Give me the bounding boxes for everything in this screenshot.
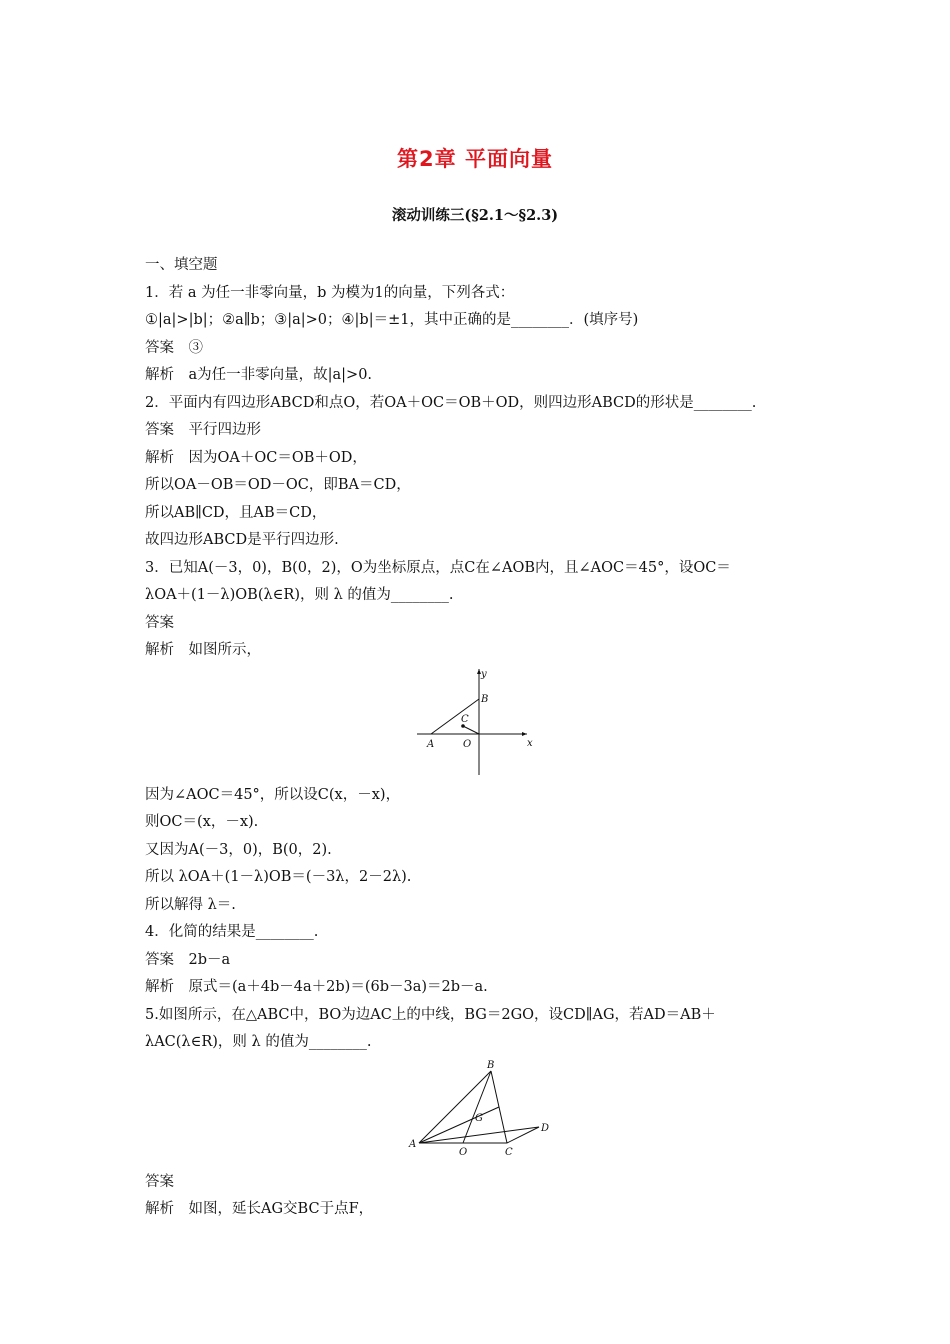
text-line: 则OC＝(x，－x). (145, 814, 259, 830)
text-line: 解析 原式＝(a＋4b－4a＋2b)＝(6b－3a)＝2b－a. (145, 979, 488, 995)
text-line: 5.如图所示，在△ABC中，BO为边AC上的中线，BG＝2GO，设CD∥AG，若AD＝AB＋ (145, 1006, 716, 1023)
text-line: 答案 ③ (145, 339, 203, 356)
text-line: 答案 (145, 1173, 174, 1190)
text-line: 所以解得 λ＝. (145, 896, 236, 913)
text-line: 答案 2b－a (145, 951, 231, 968)
label-b: B (487, 1059, 495, 1071)
chapter-title: 第2章 平面向量 (397, 147, 553, 171)
text-line: 解析 a为任一非零向量，故|a|>0. (145, 367, 373, 383)
label-c: C (505, 1146, 513, 1158)
coordinate-figure (145, 667, 815, 782)
text-line: 又因为A(－3，0)，B(0，2). (145, 841, 332, 858)
x-axis-arrow (522, 732, 527, 736)
text-line: 解析 因为OA＋OC＝OB＋OD， (145, 449, 367, 466)
text-line: 故四边形ABCD是平行四边形. (145, 532, 339, 548)
triangle-figure (145, 1059, 815, 1169)
segment-oc (463, 726, 479, 734)
text-line: λAC(λ∈R)，则 λ 的值为________. (145, 1034, 372, 1050)
median-bo (463, 1071, 491, 1143)
text-line: 因为∠AOC＝45°，所以设C(x，－x)， (145, 786, 401, 803)
text-line: 一、填空题 (145, 257, 218, 273)
label-o: O (459, 1146, 468, 1158)
text-line: 2．平面内有四边形ABCD和点O，若OA＋OC＝OB＋OD，则四边形ABCD的形状是________. (145, 394, 757, 411)
triangle-diagram (407, 1059, 567, 1159)
document-body (145, 252, 815, 1224)
coordinate-diagram (417, 667, 537, 779)
side-ab (419, 1071, 491, 1143)
label-c: C (461, 713, 469, 725)
text-line: 解析 如图，延长AG交BC于点F， (145, 1201, 374, 1217)
text-line: ①|a|>|b|；②a∥b；③|a|>0；④|b|＝±1，其中正确的是________．(填序号) (145, 312, 639, 328)
text-line: 4．化简的结果是________. (145, 924, 319, 940)
text-line: 所以AB∥CD，且AB＝CD， (145, 504, 327, 521)
label-y: y (481, 668, 487, 680)
text-line: 1．若 a 为任一非零向量，b 为模为1的向量，下列各式： (145, 284, 515, 301)
segment-ab (431, 699, 479, 734)
text-line: 所以 λOA＋(1－λ)OB＝(－3λ，2－2λ). (145, 869, 412, 885)
text-line: 所以OA－OB＝OD－OC，即BA＝CD， (145, 477, 411, 493)
label-x: x (527, 737, 533, 749)
label-o: O (463, 738, 472, 750)
label-b: B (481, 693, 489, 705)
text-line: 答案 平行四边形 (145, 422, 261, 438)
section-subtitle: 滚动训练三(§2.1～§2.3) (391, 207, 559, 224)
label-a: A (427, 738, 435, 750)
text-line: 3．已知A(－3，0)，B(0，2)，O为坐标原点，点C在∠AOB内，且∠AOC＝45°，设OC＝ (145, 559, 731, 576)
label-d: D (541, 1122, 550, 1134)
text-line: 解析 如图所示， (145, 642, 261, 658)
label-g: G (475, 1112, 483, 1124)
text-line: 答案 (145, 614, 174, 631)
label-a: A (409, 1138, 417, 1150)
text-line: λOA＋(1－λ)OB(λ∈R)，则 λ 的值为________. (145, 587, 454, 603)
